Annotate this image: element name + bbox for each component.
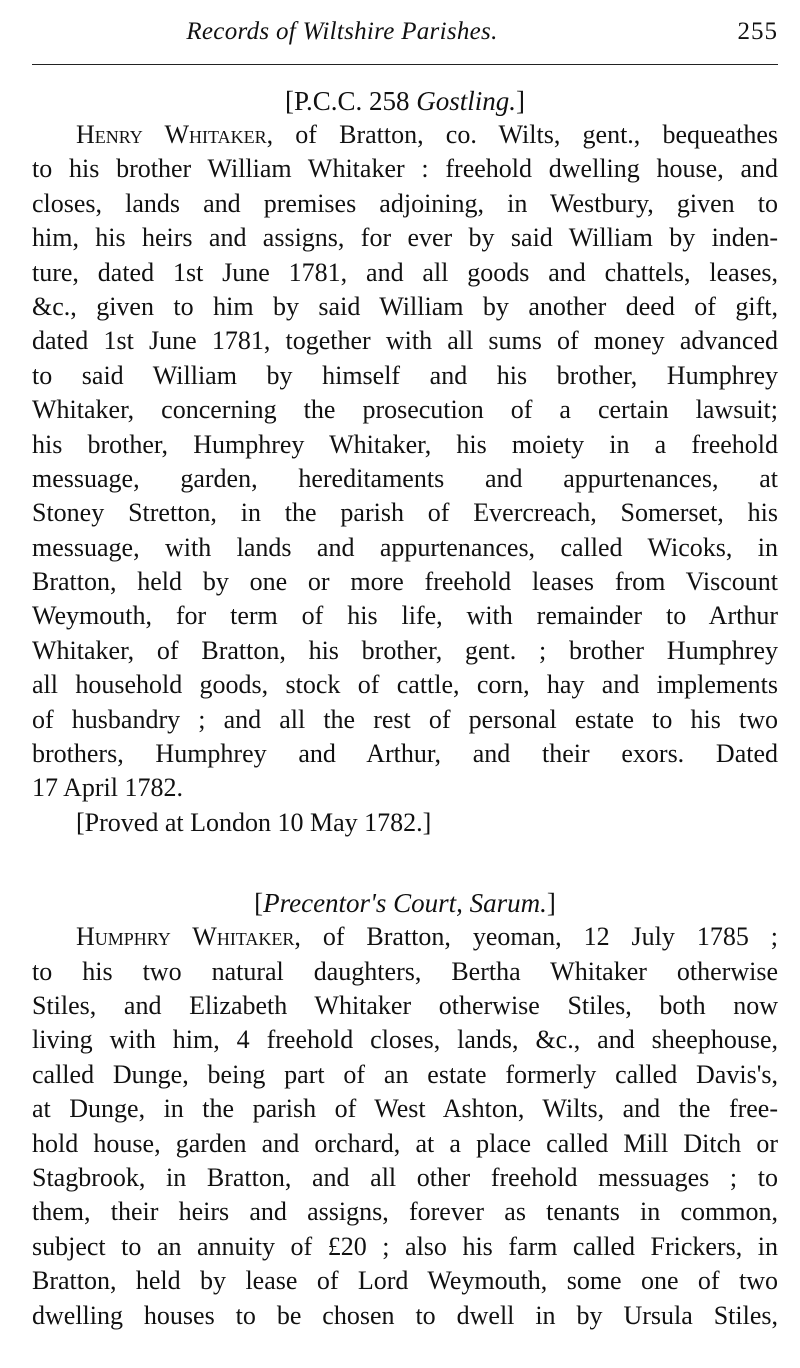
reference-open: [ <box>254 888 264 919</box>
reference-italic: Precentor's Court, Sarum. <box>263 888 547 919</box>
text-line: dwelling houses to be chosen to dwell in by Ursula Stiles, <box>32 1300 778 1330</box>
text-line: Whitaker, of Bratton, his brother, gent. ; brother Humphrey <box>32 635 778 665</box>
entry-reference <box>32 84 778 118</box>
text-line: Stagbrook, in Bratton, and all other freehold messuages ; to <box>32 1162 778 1192</box>
text-line: Stiles, and Elizabeth Whitaker otherwise Stiles, both now <box>32 990 778 1020</box>
text-line: ture, dated 1st June 1781, and all goods and chattels, leases, <box>32 257 778 287</box>
text-line: him, his heirs and assigns, for ever by said William by inden- <box>32 223 778 253</box>
text-line: Weymouth, for term of his life, with remainder to Arthur <box>32 601 778 631</box>
testator-name: Humphry Whitaker <box>76 922 295 952</box>
text-line: at Dunge, in the parish of West Ashton, Wilts, and the free- <box>32 1094 778 1124</box>
text-line: hold house, garden and orchard, at a place called Mill Ditch or <box>32 1128 778 1158</box>
text-line: his brother, Humphrey Whitaker, his moiety in a freehold <box>32 429 778 459</box>
text-line: of husbandry ; and all the rest of personal estate to his two <box>32 704 778 734</box>
probate-note: [Proved at London 10 May 1782.] <box>76 807 432 837</box>
text-line: subject to an annuity of £20 ; also his farm called Frickers, in <box>32 1231 778 1261</box>
running-title: Records of Wiltshire Parishes. <box>186 18 498 45</box>
will-entry <box>32 886 778 1333</box>
header-rule <box>32 64 778 65</box>
running-header <box>32 14 778 50</box>
text-line: closes, lands and premises adjoining, in Westbury, given to <box>32 188 778 218</box>
text-line: them, their heirs and assigns, forever as tenants in common, <box>32 1197 778 1227</box>
text-line: Whitaker, concerning the prosecution of a certain lawsuit; <box>32 395 778 425</box>
text-line: 17 April 1782. <box>32 773 183 803</box>
text-line: all household goods, stock of cattle, corn, hay and implements <box>32 670 778 700</box>
text-line: &c., given to him by said William by another deed of gift, <box>32 291 778 321</box>
text-line: Stoney Stretton, in the parish of Evercreach, Somerset, his <box>32 498 778 528</box>
reference-close: ] <box>546 888 556 919</box>
text-line: living with him, 4 freehold closes, lands, &c., and sheephouse, <box>32 1025 778 1055</box>
text-line: dated 1st June 1781, together with all sums of money advanced <box>32 326 778 356</box>
entry-spacer <box>32 840 778 886</box>
reference-italic: Gostling. <box>416 86 517 116</box>
page-number: 255 <box>737 18 778 45</box>
book-page <box>32 0 778 1368</box>
text-line: to said William by himself and his brother, Humphrey <box>32 360 778 390</box>
text-line: messuage, garden, hereditaments and appurtenances, at <box>32 463 778 493</box>
reference-open: [P.C.C. 258 <box>284 86 417 116</box>
text-line: Humphry Whitaker, of Bratton, yeoman, 12 July 1785 ; <box>76 922 779 952</box>
page-body <box>32 84 778 1333</box>
entry-reference <box>32 886 778 920</box>
text-line: Henry Whitaker, of Bratton, co. Wilts, gent., bequeathes <box>76 120 778 149</box>
text-line: brothers, Humphrey and Arthur, and their exors. Dated <box>32 739 778 769</box>
will-entry <box>32 84 778 840</box>
text-line: messuage, with lands and appurtenances, called Wicoks, in <box>32 532 778 562</box>
text-line: Bratton, held by lease of Lord Weymouth, some one of two <box>32 1266 778 1296</box>
text-line: to his two natural daughters, Bertha Whitaker otherwise <box>32 956 778 986</box>
text-line: to his brother William Whitaker : freehold dwelling house, and <box>32 154 778 184</box>
text-line: called Dunge, being part of an estate formerly called Davis's, <box>32 1059 778 1089</box>
reference-close: ] <box>516 86 526 116</box>
text-line: Bratton, held by one or more freehold leases from Viscount <box>32 567 778 597</box>
testator-name: Henry Whitaker <box>76 120 267 149</box>
